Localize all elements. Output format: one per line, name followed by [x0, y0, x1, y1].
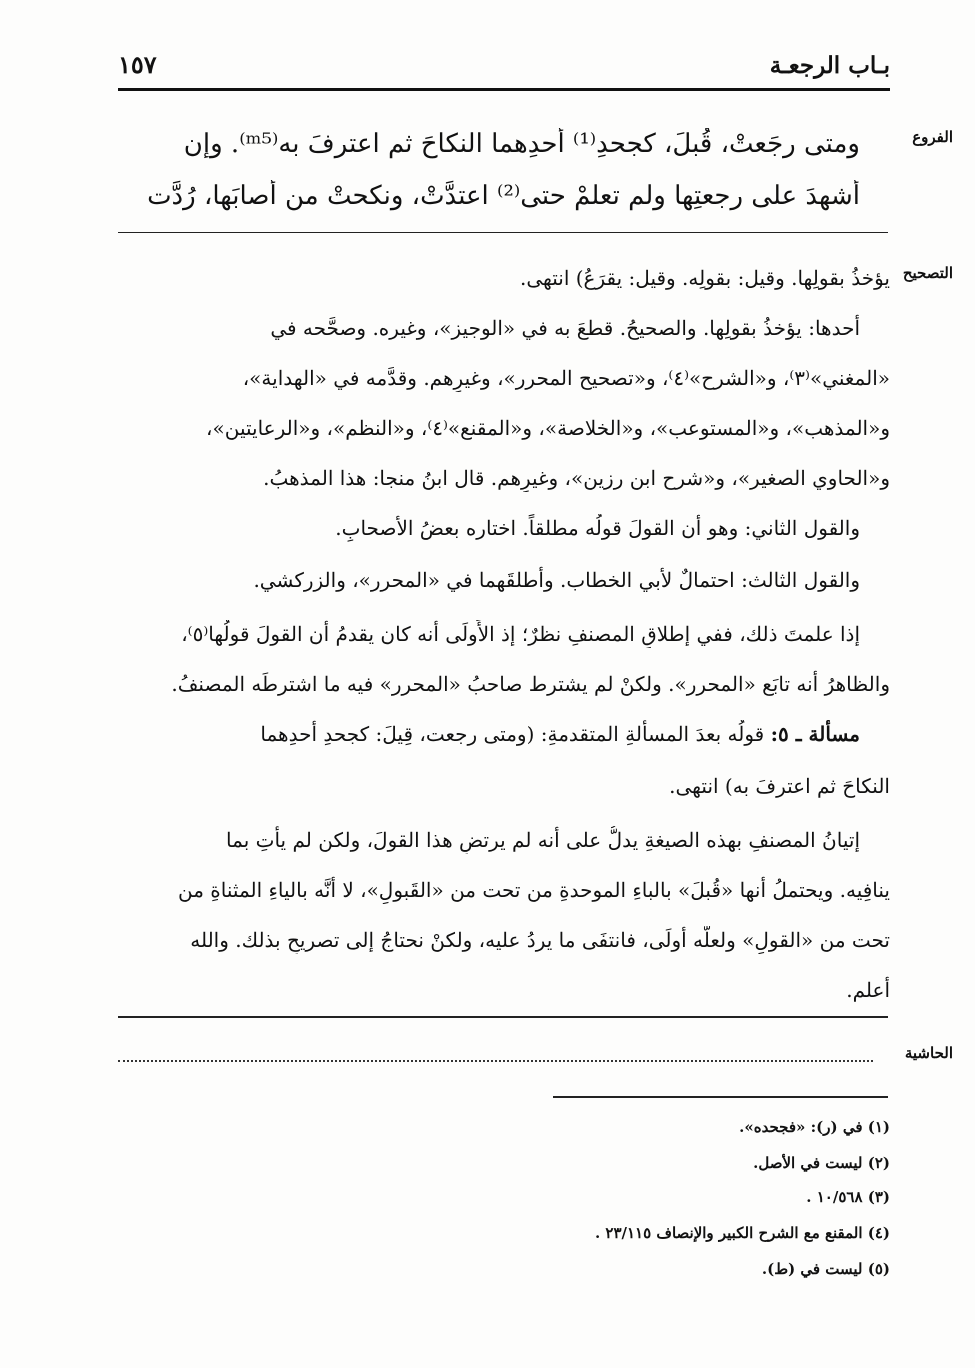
- header-rule: [118, 88, 890, 91]
- tashih-line-8: إذا علمتَ ذلك، ففي إطلاقِ المصنفِ نظرٌ؛ إذ الأَولَى أنه كان يقدمُ أن القولَ قولُها⁽٥⁾،: [181, 622, 860, 646]
- tashih-line-6: والقول الثاني: وهو أن القولَ قولُه مطلقاً. اختاره بعضُ الأصحابِ.: [335, 516, 860, 540]
- footnote-5: (٥) ليست في (ط).: [761, 1260, 890, 1278]
- tashih-line-5: و«الحاوي الصغير»، و«شرح ابن رزين»، وغيرِهم. قال ابنُ منجا: هذا المذهبُ.: [263, 466, 890, 490]
- tashih-line-2: أحدها: يؤخذُ بقولِها. والصحيحُ. قطعَ به في «الوجيز»، وغيره. وصحَّحه في: [270, 316, 860, 340]
- tashih-line-14: تحت من «القولِ» ولعلَّه أولَى، فانتفَى ما يردُ عليه، ولكنْ نحتاجُ إلى تصريحِ بذلك. والله: [190, 928, 890, 952]
- footnote-separator: [553, 1096, 888, 1098]
- side-label-tashih: التصحيح: [902, 264, 953, 282]
- footnote-3: (٣) ١٠/٥٦٨ .: [806, 1188, 890, 1206]
- tashih-line-11: النكاحَ ثم اعترفَ به) انتهى.: [669, 774, 890, 798]
- tashih-separator: [118, 1016, 888, 1018]
- running-head-title: بـاب الرجعـة: [769, 52, 890, 79]
- tashih-line-12: إتيانُ المصنفِ بهذه الصيغةِ يدلُّ على أنه لم يرتضِ هذا القولَ، ولكن لم يأتِ بما: [226, 828, 860, 852]
- footnote-4: (٤) المقنع مع الشرح الكبير والإنصاف ٢٣/١١٥ .: [594, 1224, 890, 1242]
- masala-line: [120, 720, 860, 748]
- tashih-line-4: و«المذهب»، و«المستوعب»، و«الخلاصة»، و«المقنع»⁽٤⁾، و«النظم»، و«الرعايتين»،: [206, 416, 890, 440]
- matn-separator: [118, 232, 888, 233]
- side-label-hashiya: الحاشية: [904, 1044, 953, 1062]
- tashih-line-9: والظاهرُ أنه تابَع «المحرر». ولكنْ لم يشترط صاحبُ «المحرر» فيه ما اشترطَه المصنفُ.: [171, 672, 890, 696]
- matn-line-1: ومتى رجَعتْ، قُبلَ، كجحدِ⁽¹⁾ أحدِهما النكاحَ ثم اعترفَ به⁽ᵐ⁵⁾. وإن: [183, 129, 860, 159]
- footnote-1: (١) في (ر): «فجحده».: [739, 1118, 890, 1136]
- hashiya-dotted-line: [118, 1048, 873, 1062]
- matn-line-2: أشهدَ على رجعتِها ولم تعلمْ حتى⁽²⁾ اعتدَّتْ، ونكحتْ من أصابَها، رُدَّت: [147, 181, 860, 211]
- side-label-furu: الفروع: [912, 128, 953, 146]
- tashih-line-13: ينافِيه. ويحتملُ أنها «قُبلَ» بالباءِ الموحدةِ من تحت من «القَبولِ»، لا أنَّه بالياءِ المثناةِ من: [178, 878, 890, 902]
- masala-label: مسألة ـ ٥:: [770, 722, 860, 746]
- tashih-line-15: أعلم.: [846, 978, 890, 1002]
- tashih-line-7: والقول الثالث: احتمالٌ لأبي الخطاب. وأطلقَهما في «المحرر»، والزركشي.: [253, 568, 860, 592]
- footnote-2: (٢) ليست في الأصل.: [753, 1154, 890, 1172]
- page-number: ١٥٧: [118, 50, 157, 79]
- tashih-line-1: يؤخذُ بقولِها. وقيل: بقولِه. وقيل: يقرَعُ) انتهى.: [519, 266, 890, 290]
- masala-text: قولُه بعدَ المسألةِ المتقدمةِ: (ومتى رجعت، قِيلَ: كجحدِ أحدِهما: [260, 722, 765, 746]
- tashih-line-3: «المغني»⁽٣⁾، و«الشرح»⁽٤⁾، و«تصحيح المحرر»، وغيرِهم. وقدَّمه في «الهداية»،: [242, 366, 890, 390]
